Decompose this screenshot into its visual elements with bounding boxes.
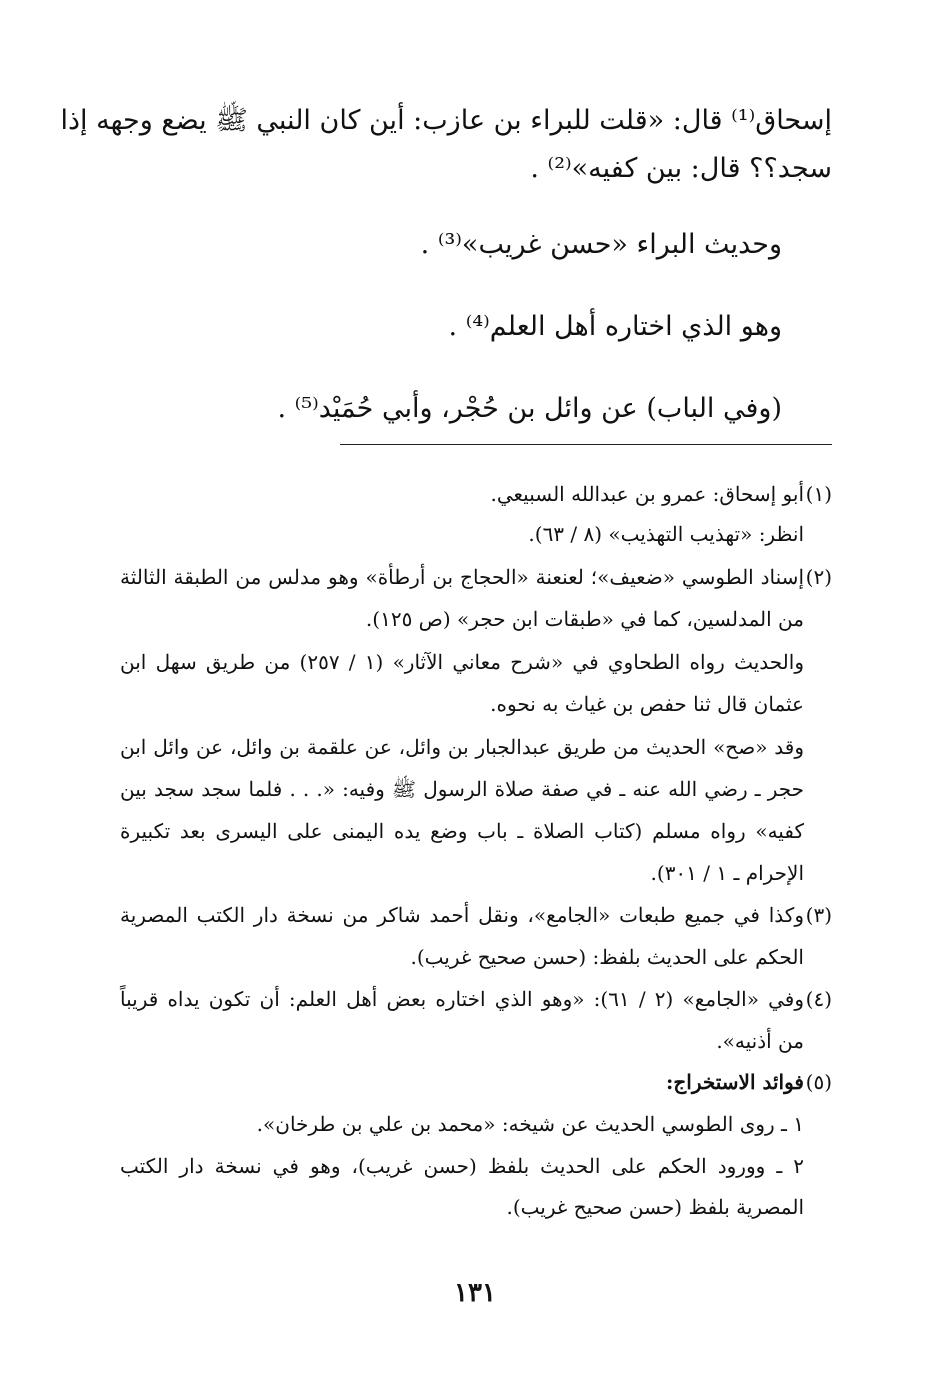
footnote-number: (٤) [805,987,832,1011]
footnote-line: كفيه» رواه مسلم (كتاب الصلاة ـ باب وضع يده اليمنى على اليسرى بعد تكبيرة [120,819,804,843]
footnote-line: المصرية بلفظ (حسن صحيح غريب). [506,1195,804,1219]
footnote-line: وكذا في جميع طبعات «الجامع»، ونقل أحمد شاكر من نسخة دار الكتب المصرية [120,903,804,927]
main-text-line: وحديث البراء «حسن غريب»⁽³⁾ . [420,229,782,260]
footnote-line: الإحرام ـ ١ / ٣٠١). [650,861,804,885]
footnote-line: والحديث رواه الطحاوي في «شرح معاني الآثار» (١ / ٢٥٧) من طريق سهل ابن [120,650,804,674]
footnote-line: إسناد الطوسي «ضعيف»؛ لعنعنة «الحجاج بن أرطأة» وهو مدلس من الطبقة الثالثة [120,565,804,589]
footnote-line: وفي «الجامع» (٢ / ٦١): «وهو الذي اختاره بعض أهل العلم: أن تكون يداه قريباً [120,987,805,1011]
footnote-number: (٥) [805,1070,832,1094]
footnote-number: (٣) [805,903,832,927]
footnote-line: أبو إسحاق: عمرو بن عبدالله السبيعي. [490,482,804,506]
footnote-divider [340,444,832,445]
main-text-line: وهو الذي اختاره أهل العلم⁽⁴⁾ . [448,311,782,342]
footnote-number: (١) [805,482,832,506]
footnote-line: وقد «صح» الحديث من طريق عبدالجبار بن وائل، عن علقمة بن وائل، عن وائل ابن [120,735,804,759]
main-text-line: إسحاق⁽¹⁾ قال: «قلت للبراء بن عازب: أين كان النبي ﷺ يضع وجهه إذا [60,105,832,136]
footnote-line: من أذنيه». [716,1029,804,1053]
footnote-line: ١ ـ روى الطوسي الحديث عن شيخه: «محمد بن علي بن طرخان». [256,1112,804,1136]
footnote-line: انظر: «تهذيب التهذيب» (٨ / ٦٣). [528,522,804,546]
main-text-line: سجد؟؟ قال: بين كفيه»⁽²⁾ . [530,153,832,184]
footnote-line: عثمان قال ثنا حفص بن غياث به نحوه. [490,692,804,716]
main-text-line: (وفي الباب) عن وائل بن حُجْر، وأبي حُمَيْد⁽⁵⁾ . [277,393,782,424]
footnote-number: (٢) [805,565,832,589]
footnote-line: حجر ـ رضي الله عنه ـ في صفة صلاة الرسول ﷺ وفيه: «. . . فلما سجد سجد بين [120,777,804,801]
page-number: ١٣١ [454,1278,496,1308]
footnote-line: من المدلسين، كما في «طبقات ابن حجر» (ص ١٢٥). [365,607,804,631]
footnote-line: ٢ ـ وورود الحكم على الحديث بلفظ (حسن غريب)، وهو في نسخة دار الكتب [120,1154,804,1178]
footnote-heading: فوائد الاستخراج: [665,1070,804,1094]
footnote-line: الحكم على الحديث بلفظ: (حسن صحيح غريب). [410,945,804,969]
